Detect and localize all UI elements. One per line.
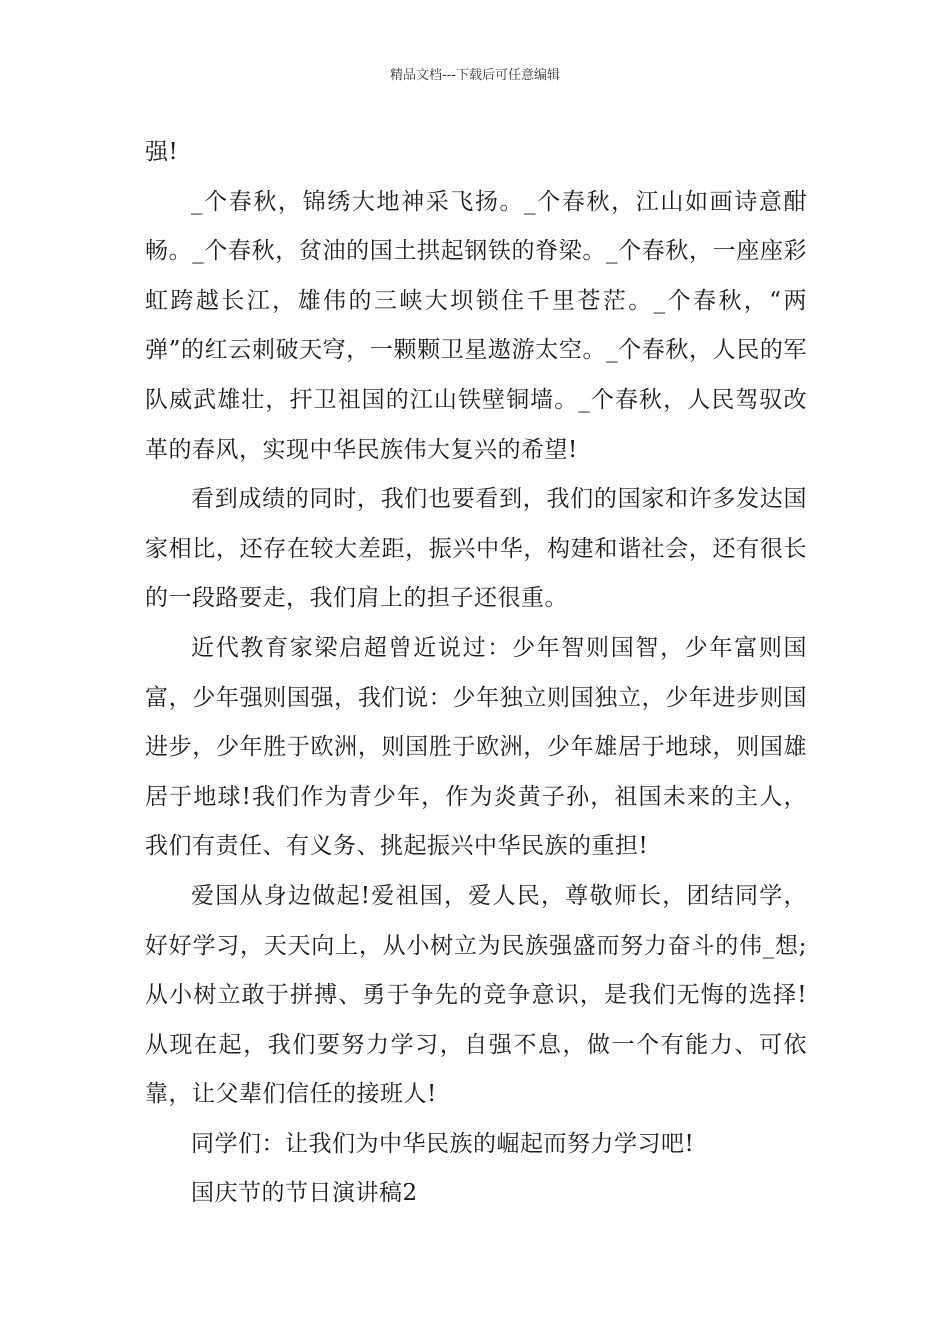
page-header: 精品文档---下载后可任意编辑 (389, 68, 561, 83)
paragraph-6: 同学们：让我们为中华民族的崛起而努力学习吧! (191, 1130, 695, 1157)
paragraph-5: 爱国从身边做起!爱祖国，爱人民，尊敬师长，团结同学，好好学习，天天向上，从小树立为民族强盛而努力奋斗的伟_想;从小树立敢于拼搏、勇于争先的竞争意识，是我们无悔的选择!从现在起，我们要努力学习，自强不息，做一个有能力、可依靠，让父辈们信任的接班人! (145, 882, 807, 1108)
paragraph-4: 近代教育家梁启超曾近说过：少年智则国智，少年富则国富，少年强则国强，我们说：少年独立则国独立，少年进步则国进步，少年胜于欧洲，则国胜于欧洲，少年雄居于地球，则国雄居于地球!我们作为青少年，作为炎黄子孙，祖国未来的主人，我们有责任、有义务、挑起振兴中华民族的重担! (145, 634, 807, 860)
section-heading: 国庆节的节日演讲稿2 (191, 1180, 418, 1207)
paragraph-1: 强! (145, 139, 179, 165)
document-body (145, 128, 807, 1219)
paragraph-3: 看到成绩的同时，我们也要看到，我们的国家和许多发达国家相比，还存在较大差距，振兴中华，构建和谐社会，还有很长的一段路要走，我们肩上的担子还很重。 (145, 486, 807, 612)
paragraph-2: _个春秋，锦绣大地神采飞扬。_个春秋，江山如画诗意酣畅。_个春秋，贫油的国土拱起钢铁的脊梁。_个春秋，一座座彩虹跨越长江，雄伟的三峡大坝锁住千里苍茫。_个春秋，“两弹”的红云刺破天穹，一颗颗卫星遨游太空。_个春秋，人民的军队威武雄壮，扞卫祖国的江山铁壁铜墙。_个春秋，人民驾驭改革的春风，实现中华民族伟大复兴的希望! (145, 188, 807, 463)
